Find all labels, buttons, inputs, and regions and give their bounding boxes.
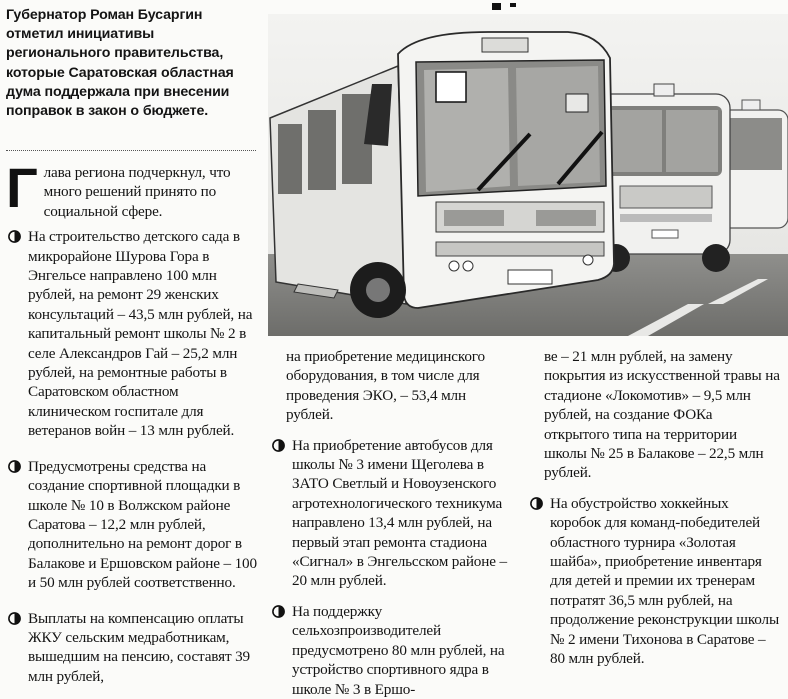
headline-fragment: [470, 0, 550, 10]
intro-paragraph: [6, 156, 258, 221]
list-item: [270, 602, 516, 699]
list-item-text: Выплаты на компенсацию оплаты ЖКУ сельским медработникам, вышедшим на пенсию, составят 39 млн рублей,: [28, 609, 250, 685]
bullet-icon: [8, 460, 21, 473]
intro-text: лава региона подчеркнул, что много решений принято по социальной сфере.: [43, 164, 231, 220]
bullet-icon: [272, 439, 285, 452]
bullet-icon: [8, 612, 21, 625]
list-item-text: На строительство детского сада в микрорайоне Шурова Гора в Энгельсе направлено 100 млн рублей, на ремонт 29 женских консультаций – 43,5 млн рублей, на капитальный ремонт школы № 2 в селе Александров Гай – 25,2 млн рублей, на ремонтные работы в Саратовском областном клиническом госпитале для ветеранов войн – 13 млн рублей.: [28, 228, 253, 440]
list-item-text: Предусмотрены средства на создание спортивной площадки в школе № 10 в Волжском районе Саратова – 12,2 млн рублей, дополнительно на ремонт дорог в Балакове и Ершовском районе – 100 и 50 млн рублей соответственно.: [28, 457, 257, 592]
bullet-icon: [8, 230, 21, 243]
list-item: [6, 227, 258, 440]
bus-photo: [268, 14, 788, 336]
lead-paragraph: Губернатор Роман Бусаргин отметил инициативы регионального правительства, которые Саратовская областная дума поддержала при внесении поправок в закон о бюджете.: [6, 7, 234, 120]
list-item: [528, 494, 780, 669]
list-item-text: На поддержку сельхозпроизводителей предусмотрено 80 млн рублей, на устройство спортивного ядра в школе № 3 в Ершо-: [292, 602, 505, 698]
list-item: [270, 436, 516, 591]
list-item: [6, 457, 258, 593]
list-item-text: На обустройство хоккейных коробок для команд-победителей областного турнира «Золотая шайба», приобретение инвентаря для детей и премии их тренерам потратят 36,5 млн рублей, на продолжение реконструкции школы № 2 имени Тихонова в Саратове – 80 млн рублей.: [550, 494, 780, 668]
bullet-icon: [530, 497, 543, 510]
continued-paragraph: ве – 21 млн рублей, на замену покрытия из искусственной травы на стадионе «Локомотив» – 9,5 млн рублей, на создание ФОКа открытого типа на территории школы № 25 в Балакове – 22,5 млн рублей.: [544, 348, 780, 482]
drop-cap: Г: [6, 156, 38, 219]
lead-divider: [6, 150, 256, 151]
list-item-text: На приобретение автобусов для школы № 3 имени Щеголева в ЗАТО Светлый и Новоузенского агротехнологического техникума направлено 13,4 млн рублей, на первый этап ремонта стадиона «Сигнал» в Энгельсском районе – 20 млн рублей.: [292, 436, 507, 590]
list-item: [6, 609, 258, 687]
continued-paragraph: на приобретение медицинского оборудования, в том числе для проведения ЭКО, – 53,4 млн рублей.: [286, 348, 485, 424]
middle-bus: [598, 84, 730, 272]
column-1: [6, 156, 258, 686]
column-3: [528, 347, 780, 669]
bullet-icon: [272, 605, 285, 618]
column-2: [270, 347, 516, 699]
